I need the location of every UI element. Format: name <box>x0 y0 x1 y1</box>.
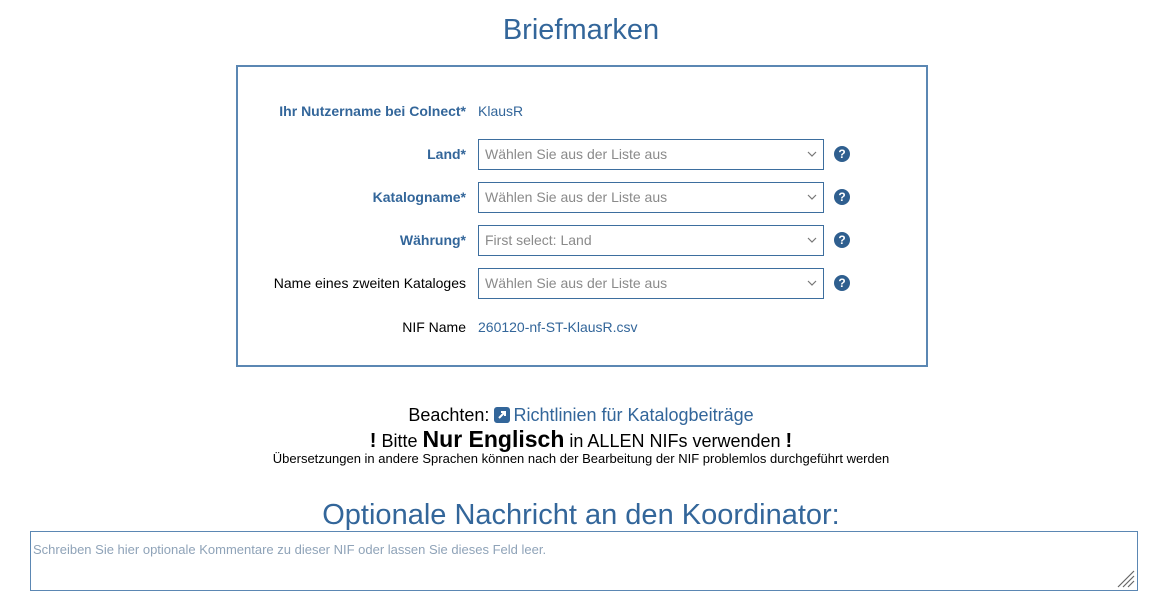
chevron-down-icon <box>807 235 817 245</box>
resize-grip-icon[interactable] <box>1113 566 1135 588</box>
land-select-placeholder: Wählen Sie aus der Liste aus <box>485 146 668 162</box>
guidelines-link-text: Richtlinien für Katalogbeiträge <box>513 405 754 425</box>
message-placeholder: Schreiben Sie hier optionale Kommentare zu dieser NIF oder lassen Sie dieses Feld leer. <box>33 542 547 557</box>
land-label: Land* <box>427 146 466 162</box>
zweiter-katalog-label: Name eines zweiten Kataloges <box>273 275 466 291</box>
zweiter-katalog-select[interactable] <box>478 268 824 299</box>
nif-name-label: NIF Name <box>402 319 466 335</box>
message-textarea[interactable] <box>30 531 1138 591</box>
external-link-icon <box>494 407 510 423</box>
land-row <box>238 139 926 169</box>
bitte-text: Bitte <box>381 431 418 451</box>
english-only-text: Nur Englisch <box>422 426 565 452</box>
english-only-notice <box>0 426 1162 453</box>
waehrung-select[interactable] <box>478 225 824 256</box>
waehrung-label: Währung* <box>399 232 466 248</box>
translation-note: Übersetzungen in andere Sprachen können nach der Bearbeitung der NIF problemlos durchgeführt werden <box>272 451 890 466</box>
question-circle-icon[interactable]: ? <box>834 275 850 291</box>
page-title: Briefmarken <box>502 14 660 46</box>
nif-name-value: 260120-nf-ST-KlausR.csv <box>478 319 638 335</box>
waehrung-row <box>238 225 926 255</box>
waehrung-select-placeholder: First select: Land <box>485 232 592 248</box>
chevron-down-icon <box>807 192 817 202</box>
username-row <box>238 96 926 126</box>
guidelines-line <box>0 405 1162 426</box>
question-circle-icon[interactable]: ? <box>834 232 850 248</box>
katalog-select[interactable] <box>478 182 824 213</box>
katalog-row <box>238 182 926 212</box>
nif-form <box>236 65 928 367</box>
guidelines-link[interactable] <box>494 405 753 425</box>
beachten-label: Beachten: <box>408 405 490 425</box>
nif-name-row <box>238 312 926 342</box>
message-title: Optionale Nachricht an den Koordinator: <box>322 499 840 531</box>
katalog-label: Katalogname* <box>372 189 466 205</box>
zweiter-katalog-select-placeholder: Wählen Sie aus der Liste aus <box>485 275 668 291</box>
chevron-down-icon <box>807 149 817 159</box>
land-select[interactable] <box>478 139 824 170</box>
username-label: Ihr Nutzername bei Colnect* <box>279 103 466 119</box>
katalog-select-placeholder: Wählen Sie aus der Liste aus <box>485 189 668 205</box>
exclamation-right: ! <box>785 430 793 452</box>
username-value: KlausR <box>478 103 524 119</box>
zweiter-katalog-row <box>238 268 926 298</box>
exclamation-left: ! <box>369 430 377 452</box>
chevron-down-icon <box>807 278 817 288</box>
question-circle-icon[interactable]: ? <box>834 146 850 162</box>
all-nifs-text: in ALLEN NIFs verwenden <box>569 431 781 451</box>
question-circle-icon[interactable]: ? <box>834 189 850 205</box>
